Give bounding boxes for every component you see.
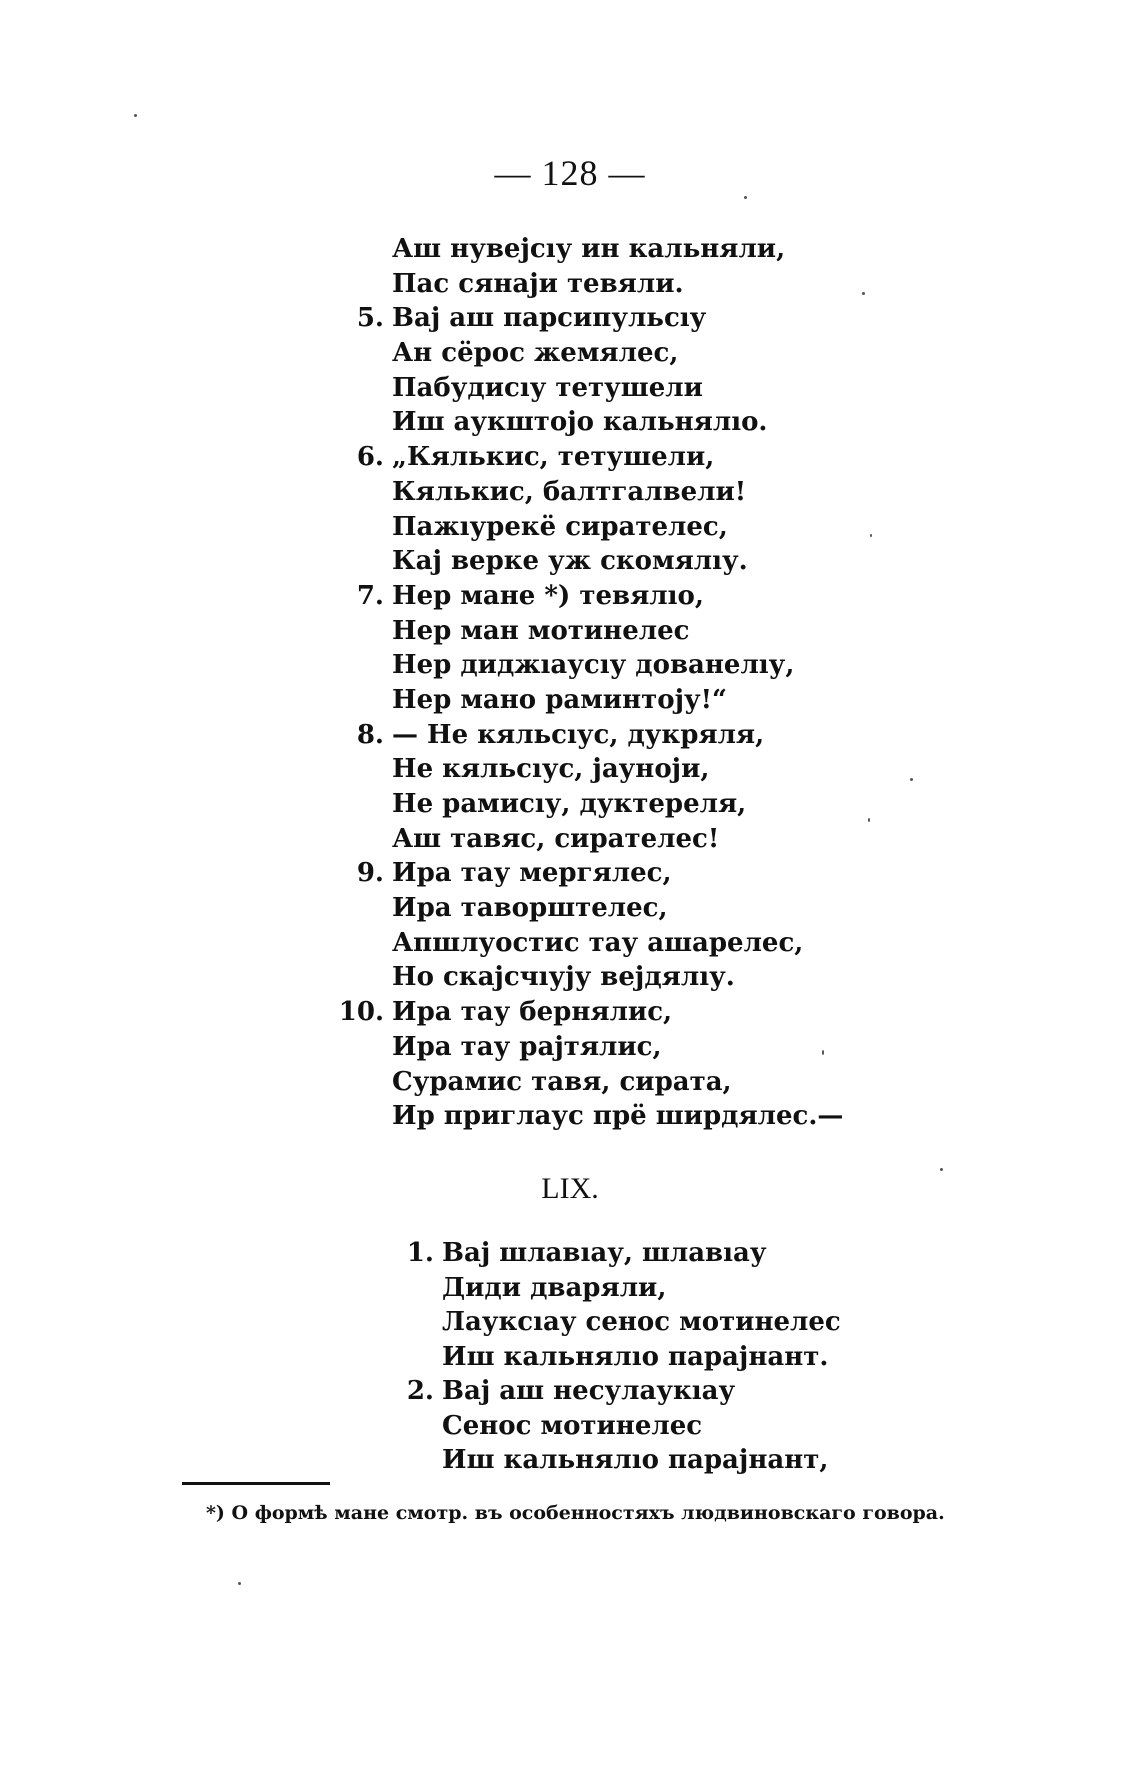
poem-line — [406, 1236, 1092, 1271]
verse-text: Кај верке уж скомялıу. — [392, 546, 748, 577]
poem-line — [392, 614, 1092, 649]
poem-line — [356, 440, 1092, 475]
poem-line — [356, 856, 1092, 891]
poem-line — [356, 301, 1092, 336]
scan-speck — [868, 818, 870, 822]
verse-text: Не кяльсıус, јауноји, — [392, 754, 710, 785]
verse-text: Иш кальнялıо парајнант, — [442, 1445, 829, 1475]
footnote-rule — [182, 1482, 330, 1485]
verse-text: Ира тау бернялис, — [392, 997, 673, 1028]
poem-line — [392, 475, 1092, 510]
verse-text: Нер мане *) тевялıо, — [392, 580, 704, 611]
poem-line — [392, 232, 1092, 267]
poem-line — [392, 787, 1092, 822]
verse-text: Нер мано раминтоју!“ — [392, 684, 727, 715]
poem-line — [392, 648, 1092, 683]
scan-speck — [910, 778, 913, 781]
poem-line — [406, 1374, 1092, 1409]
verse-text: Пас сянаји тевяли. — [392, 268, 684, 299]
verse-text: — Не кяльсıус, дукряля, — [392, 719, 765, 750]
poem-line — [392, 822, 1092, 857]
poem-line — [356, 579, 1092, 614]
stanza-number: 8. — [356, 719, 384, 750]
verse-text: Диди дваряли, — [442, 1272, 667, 1303]
section-heading: LIX. — [541, 1172, 599, 1205]
poem-line — [356, 718, 1092, 753]
verse-text: Пабудисıу тетушели — [392, 372, 703, 403]
poem-line — [392, 752, 1092, 787]
verse-text: „Кялькис, тетушели, — [392, 442, 715, 473]
poem-line — [392, 405, 1092, 440]
scan-speck — [238, 1582, 241, 1585]
poem-continued — [338, 232, 1092, 1134]
verse-text: Нер ман мотинелес — [392, 615, 690, 646]
footnote: *) О формѣ мане смотр. въ особенностяхъ людвиновскаго говора. — [206, 1502, 945, 1524]
poem-lix — [406, 1236, 1092, 1478]
poem-line — [392, 267, 1092, 302]
stanza-number: 6. — [356, 442, 384, 473]
verse-text: Иш кальнялıо парајнант. — [442, 1341, 829, 1372]
verse-text: Ира таворштелес, — [392, 893, 668, 924]
poem-line — [442, 1340, 1092, 1375]
verse-text: Аш нувејсıу ин кальняли, — [392, 234, 786, 264]
verse-text: Ир приглаус прё ширдялес.— — [392, 1101, 844, 1132]
verse-text: Аш тавяс, сирателес! — [392, 823, 720, 854]
stanza-number: 1. — [406, 1238, 434, 1268]
poem-line — [442, 1443, 1092, 1478]
stanza-number: 2. — [406, 1376, 434, 1406]
verse-text: Ира тау рајтялис, — [392, 1031, 662, 1062]
stanza-number: 5. — [356, 303, 384, 334]
poem-line — [442, 1305, 1092, 1340]
poem-line — [392, 1065, 1092, 1100]
verse-text: Сенос мотинелес — [442, 1410, 703, 1441]
poem-line — [392, 371, 1092, 406]
page-number: — 128 — — [494, 153, 646, 193]
poem-line — [392, 1099, 1092, 1134]
poem-line — [392, 1030, 1092, 1065]
poem-line — [392, 336, 1092, 371]
poem-line — [392, 960, 1092, 995]
verse-text: Пажıурекё сирателес, — [392, 511, 728, 542]
poem-line — [392, 926, 1092, 961]
poem-line — [442, 1409, 1092, 1444]
verse-text: Вај аш парсипульсıу — [392, 303, 707, 334]
scan-speck — [870, 534, 872, 537]
verse-text: Но скајсчıују вејдялıу. — [392, 962, 735, 993]
verse-text: Вај аш несулаукıау — [442, 1376, 736, 1406]
verse-text: Лауксıау сенос мотинелес — [442, 1307, 841, 1337]
poem-line — [392, 510, 1092, 545]
poem-line — [442, 1271, 1092, 1306]
stanza-number: 9. — [356, 858, 384, 889]
scan-speck — [862, 292, 865, 295]
verse-text: Апшлуостис тау ашарелес, — [392, 927, 804, 958]
poem-line — [392, 683, 1092, 718]
scan-speck — [134, 114, 137, 117]
poem-line — [392, 544, 1092, 579]
verse-text: Кялькис, балтгалвели! — [392, 476, 747, 507]
verse-text: Не рамисıу, дуктереля, — [392, 789, 747, 819]
verse-text: Ира тау мергялес, — [392, 858, 672, 889]
verse-text: Сурамис тавя, сирата, — [392, 1066, 732, 1097]
scan-speck — [744, 196, 747, 199]
scan-speck — [822, 1050, 824, 1055]
verse-text: Нер диджıаусıу дованелıу, — [392, 650, 795, 681]
verse-text: Вај шлавıау, шлавıау — [442, 1238, 767, 1268]
stanza-number: 7. — [356, 580, 384, 611]
poem-line — [392, 891, 1092, 926]
stanza-number: 10. — [338, 997, 384, 1028]
verse-text: Ан сёрос жемялес, — [392, 338, 679, 369]
poem-line — [338, 995, 1092, 1030]
scan-speck — [940, 1168, 943, 1171]
verse-text: Иш аукштојо кальнялıо. — [392, 407, 768, 438]
